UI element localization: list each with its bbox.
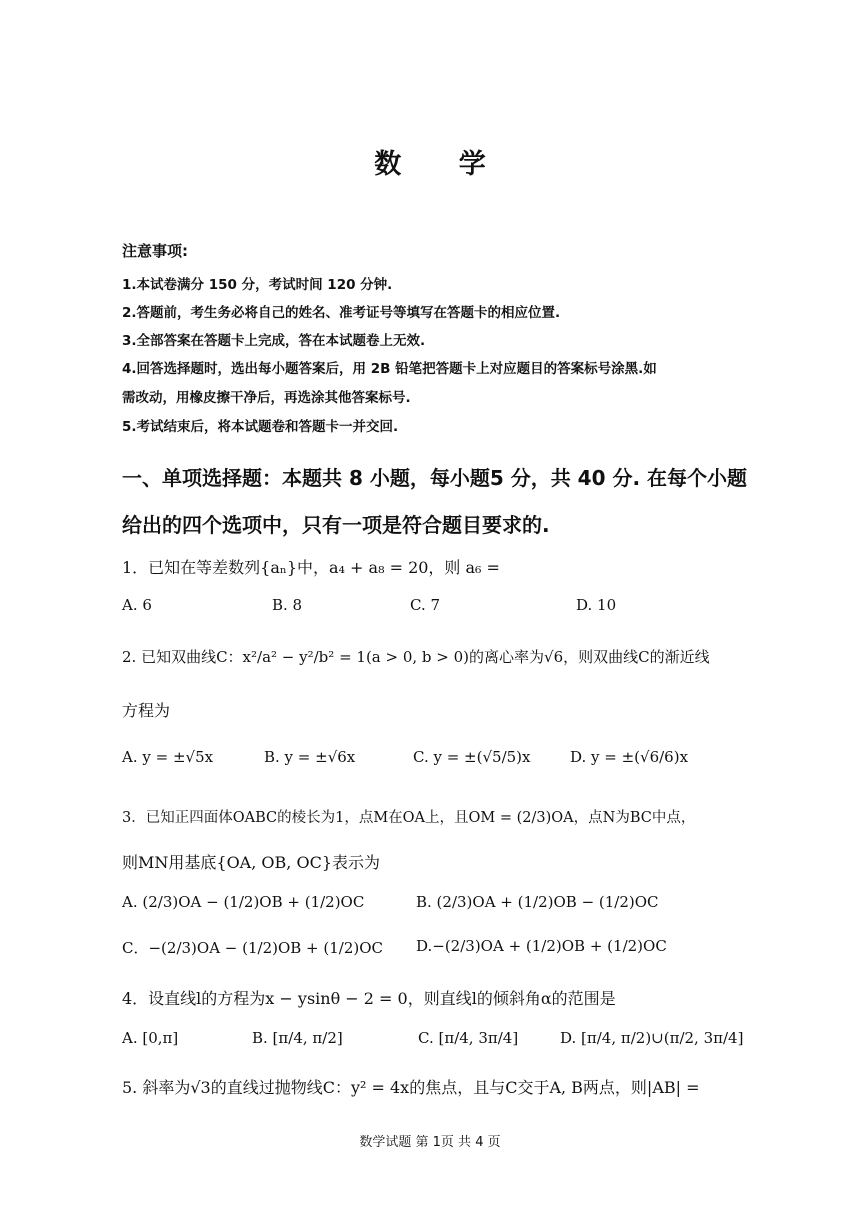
note-item-5: 5.考试结束后，将本试题卷和答题卡一并交回. bbox=[122, 419, 399, 435]
note-item-4-cont: 需改动，用橡皮擦干净后，再选涂其他答案标号. bbox=[122, 390, 411, 406]
note-item-3: 3.全部答案在答题卡上完成，答在本试题卷上无效. bbox=[122, 333, 426, 349]
question-1-option-b: B. 8 bbox=[272, 596, 303, 614]
question-1-option-a: A. 6 bbox=[122, 596, 152, 614]
question-4-stem: 4．设直线l的方程为x − ysinθ − 2 = 0，则直线l的倾斜角α的范围是 bbox=[122, 989, 616, 1008]
question-2-option-b: B. y = ±√6x bbox=[264, 748, 356, 766]
section-heading-line2: 给出的四个选项中，只有一项是符合题目要求的. bbox=[122, 513, 550, 537]
question-3-stem-cont: 则MN用基底{OA, OB, OC}表示为 bbox=[122, 853, 380, 872]
page-footer: 数学试题 第 1页 共 4 页 bbox=[359, 1135, 501, 1150]
question-1-option-d: D. 10 bbox=[576, 596, 617, 614]
question-2-stem: 2. 已知双曲线C：x²/a² − y²/b² = 1(a > 0, b > 0)的离心率为√6，则双曲线C的渐近线 bbox=[122, 648, 710, 666]
question-2-option-d: D. y = ±(√6/6)x bbox=[570, 748, 689, 766]
note-item-4: 4.回答选择题时，选出每小题答案后，用 2B 铅笔把答题卡上对应题目的答案标号涂黑.如 bbox=[122, 361, 657, 377]
question-4-option-d: D. [π/4, π/2)∪(π/2, 3π/4] bbox=[560, 1029, 744, 1047]
question-3-stem: 3．已知正四面体OABC的棱长为1，点M在OA上，且OM = (2/3)OA，点N为BC中点， bbox=[122, 810, 696, 826]
page-title: 数 学 bbox=[374, 149, 510, 180]
note-item-2: 2.答题前，考生务必将自己的姓名、准考证号等填写在答题卡的相应位置. bbox=[122, 305, 561, 321]
question-5-stem: 5. 斜率为√3的直线过抛物线C：y² = 4x的焦点，且与C交于A, B两点，则|AB| = bbox=[122, 1078, 700, 1097]
question-3-option-d: D.−(2/3)OA + (1/2)OB + (1/2)OC bbox=[416, 937, 667, 955]
question-2-option-a: A. y = ±√5x bbox=[122, 748, 214, 766]
question-2-option-c: C. y = ±(√5/5)x bbox=[413, 748, 531, 766]
question-4-option-c: C. [π/4, 3π/4] bbox=[418, 1029, 519, 1047]
question-3-option-c: C．−(2/3)OA − (1/2)OB + (1/2)OC bbox=[122, 939, 384, 957]
question-1-option-c: C. 7 bbox=[410, 596, 441, 614]
question-4-option-a: A. [0,π] bbox=[122, 1029, 179, 1047]
notes-heading: 注意事项: bbox=[122, 242, 188, 260]
section-heading-line1: 一、单项选择题：本题共 8 小题，每小题5 分，共 40 分. 在每个小题 bbox=[122, 466, 748, 490]
question-3-option-a: A. (2/3)OA − (1/2)OB + (1/2)OC bbox=[122, 893, 365, 911]
question-1-stem: 1．已知在等差数列{aₙ}中，a₄ + a₈ = 20，则 a₆ = bbox=[122, 558, 500, 577]
question-3-option-b: B. (2/3)OA + (1/2)OB − (1/2)OC bbox=[416, 893, 659, 911]
question-2-stem-cont: 方程为 bbox=[122, 701, 171, 720]
question-4-option-b: B. [π/4, π/2] bbox=[252, 1029, 343, 1047]
note-item-1: 1.本试卷满分 150 分，考试时间 120 分钟. bbox=[122, 277, 393, 293]
